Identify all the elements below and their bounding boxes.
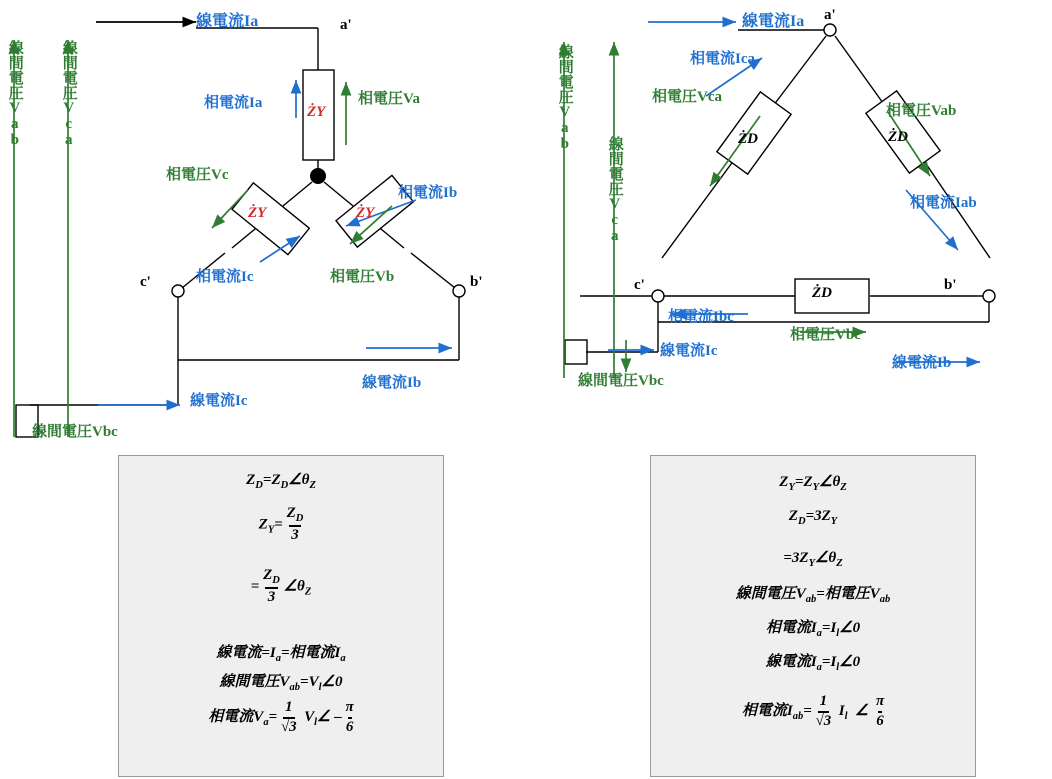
right-phase-current-ibc-label: 相電流Ibc — [668, 309, 734, 325]
right-circuit-wires — [565, 24, 995, 364]
right-eq-line-voltage: 線間電圧$V_{ab}=$相電圧$V_{ab}$ — [735, 586, 891, 605]
left-phase-current-ic-label: 相電流Ic — [196, 269, 254, 285]
left-impedance-zy-c-label: ŻY — [248, 205, 267, 221]
left-impedance-zy-a-label: ŻY — [307, 104, 326, 120]
right-impedance-boxes — [717, 91, 940, 313]
left-node-b-label: b' — [470, 274, 483, 290]
right-line-current-ib-label: 線電流Ib — [892, 355, 952, 371]
right-impedance-zd-ca-label: ŻD — [738, 131, 758, 147]
right-line-current-arrows — [608, 22, 980, 362]
right-line-current-ia-label: 線電流Ia — [742, 13, 805, 30]
right-node-c-label: c' — [634, 277, 645, 293]
left-line-voltage-vbc-label: 線間電圧Vbc — [32, 424, 118, 440]
left-eq-line-current: 線電流$=I_a=$相電流$I_a$ — [216, 645, 346, 664]
right-line-current-ic-label: 線電流Ic — [660, 343, 718, 359]
left-line-current-ib-label: 線電流Ib — [362, 375, 422, 391]
left-eq-line-voltage: 線間電圧$V_{ab}=V_l\angle 0$ — [219, 674, 343, 693]
right-node-b-label: b' — [944, 277, 957, 293]
left-phase-voltage-va-label: 相電圧Va — [358, 91, 420, 107]
left-eq-zy-angle: = $\frac{Z_D}{3}$ $\angle\theta_Z$ — [250, 567, 312, 606]
left-line-voltage-vab-label: 線間電圧Vab — [6, 40, 23, 148]
left-eq-zy: $Z_Y=$ $\frac{Z_D}{3}$ — [258, 505, 304, 544]
right-phase-voltage-vca-label: 相電圧Vca — [652, 89, 722, 105]
right-line-voltage-vca-label: 線間電圧Vca — [606, 136, 623, 244]
left-phase-voltage-vb-label: 相電圧Vb — [330, 269, 395, 285]
right-eq-zd: $Z_D=3Z_Y$ — [788, 508, 838, 527]
right-phase-current-ica-label: 相電流Ica — [690, 51, 755, 67]
right-phase-voltage-vbc-label: 相電圧Vbc — [790, 327, 861, 343]
right-eq-zd-angle: $=3Z_Y\angle\theta_Z$ — [783, 550, 843, 569]
left-phase-current-ib-label: 相電流Ib — [398, 185, 458, 201]
right-line-voltage-vab-label: 線間電圧Vab — [556, 44, 573, 152]
right-phase-voltage-vab-label: 相電圧Vab — [886, 103, 957, 119]
left-eq-zd: $Z_D=Z_D\angle\theta_Z$ — [246, 472, 316, 491]
left-phase-current-ia-label: 相電流Ia — [204, 95, 263, 111]
left-line-voltage-vca-label: 線間電圧Vca — [60, 40, 77, 148]
right-impedance-zd-bc-label: ŻD — [812, 285, 832, 301]
left-phase-voltage-vc-label: 相電圧Vc — [166, 167, 229, 183]
right-line-voltage-vbc-label: 線間電圧Vbc — [578, 373, 664, 389]
right-phase-current-iab-label: 相電流Iab — [910, 195, 977, 211]
right-impedance-zd-ab-label: ŻD — [888, 129, 908, 145]
left-node-a-label: a' — [340, 17, 352, 33]
right-eq-line-current-ia: 線電流$I_a=I_l\angle 0$ — [765, 654, 861, 673]
left-node-c-label: c' — [140, 274, 151, 290]
left-impedance-zy-b-label: ŻY — [356, 205, 375, 221]
left-eq-phase-voltage: 相電流$V_a=$ $\frac{1}{√3}$ $V_l\angle$ – $\frac{\pi}{6}$ — [208, 699, 354, 735]
right-eq-phase-current-iab: 相電流$I_{ab}=$ $\frac{1}{√3}$ $I_l$ ∠ $\frac{\pi}{6}$ — [741, 693, 885, 729]
right-eq-zy: $Z_Y=Z_Y\angle\theta_Z$ — [779, 474, 847, 493]
left-line-current-ia-label: 線電流Ia — [196, 13, 259, 30]
right-eq-phase-current-ia: 相電流$I_a=I_l\angle 0$ — [765, 620, 861, 639]
left-line-current-ic-label: 線電流Ic — [190, 393, 248, 409]
right-node-a-label: a' — [824, 7, 836, 23]
